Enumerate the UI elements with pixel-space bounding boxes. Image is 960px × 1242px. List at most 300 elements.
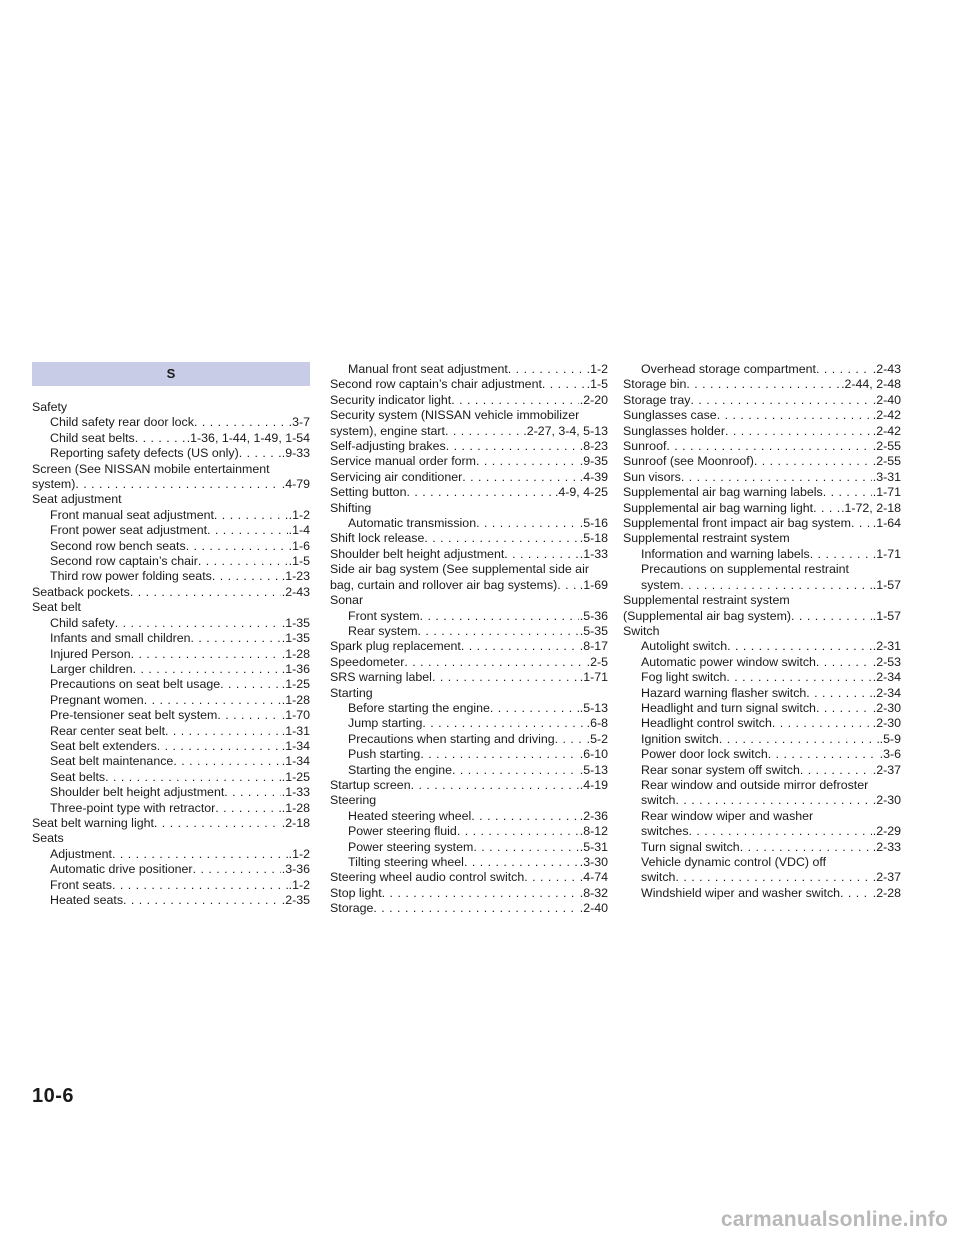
dot-leader (689, 824, 872, 839)
index-entry (330, 747, 608, 762)
entry-page-ref: .2-37 (872, 762, 901, 777)
index-entry (623, 470, 901, 485)
dot-leader (557, 578, 578, 593)
entry-page-ref: .2-5 (586, 654, 608, 669)
entry-term: Sunglasses case (623, 408, 717, 423)
entry-term: Security indicator light (330, 392, 452, 407)
dot-leader (524, 870, 579, 885)
index-entry (32, 816, 310, 831)
index-entry (623, 655, 901, 670)
dot-leader (555, 732, 586, 747)
index-entry (623, 485, 901, 500)
dot-leader (214, 508, 288, 523)
entry-term: Seat belt warning light (32, 815, 154, 830)
index-entry (330, 531, 608, 546)
dot-leader (840, 886, 872, 901)
entry-page-ref: .2-34 (872, 685, 901, 700)
entry-term: Steering wheel audio control switch (330, 870, 525, 885)
dot-leader (446, 439, 579, 454)
dot-leader (420, 609, 579, 624)
entry-term: Power steering fluid (348, 824, 457, 839)
watermark: carmanualsonline.info (720, 1208, 948, 1231)
entry-term: Rear system (348, 623, 418, 638)
dot-leader (464, 855, 579, 870)
entry-page-ref: .2-30 (872, 700, 901, 715)
entry-page-ref: .1-36, 1-44, 1-49, 1-54 (186, 430, 310, 445)
dot-leader (473, 840, 578, 855)
index-entry (330, 716, 608, 731)
entry-page-ref: .1-33 (281, 785, 310, 800)
dot-leader (490, 701, 579, 716)
dot-leader (476, 454, 579, 469)
dot-leader (462, 470, 579, 485)
entry-term: Three-point type with retractor (50, 800, 216, 815)
index-entry (330, 732, 608, 747)
entry-page-ref: .2-30 (872, 716, 901, 731)
index-entry (623, 547, 901, 562)
entry-term: Heated steering wheel (348, 808, 472, 823)
entry-page-ref: .1-71 (579, 670, 608, 685)
dot-leader (217, 708, 280, 723)
index-entry (623, 516, 901, 531)
dot-leader (445, 424, 522, 439)
index-entry (330, 809, 608, 824)
index-entry (623, 824, 901, 839)
entry-page-ref: .3-36 (281, 862, 310, 877)
dot-leader (816, 655, 872, 670)
index-entry (623, 362, 901, 377)
entry-term: Ignition switch (641, 731, 719, 746)
entry-page-ref: .1-71 (872, 485, 901, 500)
entry-page-ref: .2-55 (872, 454, 901, 469)
entry-page-ref: .1-23 (281, 569, 310, 584)
entry-page-ref: .1-28 (281, 692, 310, 707)
index-entry (32, 770, 310, 785)
index-entry (330, 578, 608, 593)
entry-page-ref: .9-33 (281, 446, 310, 461)
entry-page-ref: .2-40 (872, 392, 901, 407)
entry-term: Second row captain’s chair (50, 554, 198, 569)
dot-leader (727, 639, 872, 654)
entry-term: Shift lock release (330, 531, 425, 546)
dot-leader (675, 793, 871, 808)
entry-term: Tilting steering wheel (348, 855, 464, 869)
entry-term: Shoulder belt height adjustment (50, 785, 225, 800)
entry-page-ref: .1-72, 2-18 (841, 500, 901, 515)
index-entry (32, 801, 310, 816)
column-entries (32, 400, 310, 908)
index-entry (32, 893, 310, 908)
entry-page-ref: .2-29 (872, 824, 901, 839)
entry-page-ref: .1-69 (579, 577, 608, 592)
index-entry (330, 655, 608, 670)
dot-leader (123, 893, 281, 908)
entry-term: Precautions when starting and driving (348, 731, 555, 746)
dot-leader (220, 677, 281, 692)
index-entry (330, 670, 608, 685)
index-entry (32, 739, 310, 754)
entry-page-ref: .2-34 (872, 670, 901, 685)
entry-term: Automatic transmission (348, 516, 477, 531)
dot-leader (675, 870, 871, 885)
entry-page-ref: .1-57 (872, 577, 901, 592)
entry-page-ref: .6-8 (586, 716, 608, 731)
entry-page-ref: .9-35 (579, 454, 608, 469)
dot-leader (112, 847, 288, 862)
entry-term: (Supplemental air bag system) (623, 608, 792, 623)
dot-leader (772, 716, 872, 731)
index-entry (623, 578, 901, 593)
entry-term: Child safety rear door lock (50, 415, 194, 430)
index-heading: Security system (NISSAN vehicle immobilizer (330, 408, 580, 423)
index-entry (32, 677, 310, 692)
entry-term: Seat belt maintenance (50, 754, 174, 769)
entry-page-ref: .5-36 (579, 608, 608, 623)
index-entry (623, 686, 901, 701)
entry-term: Reporting safety defects (US only) (50, 446, 239, 461)
dot-leader (476, 516, 579, 531)
dot-leader (404, 655, 585, 670)
dot-leader (193, 862, 281, 877)
dot-leader (411, 778, 579, 793)
dot-leader (691, 393, 872, 408)
dot-leader (719, 732, 879, 747)
dot-leader (373, 901, 578, 916)
dot-leader (504, 547, 578, 562)
index-heading: Seats (32, 831, 64, 846)
dot-leader (422, 716, 585, 731)
entry-page-ref: .2-20 (579, 392, 608, 407)
entry-term: Front seats (50, 877, 112, 892)
dot-leader (740, 840, 872, 855)
entry-term: Rear sonar system off switch (641, 762, 800, 777)
entry-term: Turn signal switch (641, 839, 740, 854)
index-entry (330, 516, 608, 531)
entry-page-ref: .2-31 (872, 639, 901, 654)
entry-term: Child seat belts (50, 430, 135, 445)
index-entry (330, 639, 608, 654)
entry-term: Servicing air conditioner (330, 469, 463, 484)
dot-leader (452, 763, 579, 778)
entry-term: Seatback pockets (32, 584, 130, 599)
entry-term: Starting the engine (348, 762, 453, 777)
dot-leader (135, 431, 186, 446)
index-entry (623, 886, 901, 901)
dot-leader (800, 763, 872, 778)
entry-page-ref: .2-28 (872, 885, 901, 900)
dot-leader (686, 377, 840, 392)
entry-term: Storage tray (623, 392, 691, 407)
dot-leader (508, 362, 586, 377)
entry-page-ref: .8-23 (579, 439, 608, 454)
index-entry (623, 393, 901, 408)
index-entry (330, 840, 608, 855)
index-heading: Rear window wiper and washer (641, 808, 814, 823)
entry-term: Service manual order form (330, 454, 476, 469)
entry-term: Second row captain’s chair adjustment (330, 377, 542, 392)
index-entry (32, 585, 310, 600)
dot-leader (461, 639, 579, 654)
dot-leader (681, 470, 872, 485)
index-entry (623, 639, 901, 654)
dot-leader (768, 747, 879, 762)
entry-page-ref: .2-55 (872, 439, 901, 454)
section-letter: S (166, 366, 176, 381)
entry-term: Child safety (50, 615, 115, 630)
index-entry (330, 824, 608, 839)
entry-term: Sunglasses holder (623, 423, 725, 438)
index-entry (330, 763, 608, 778)
index-entry (32, 415, 310, 430)
index-entry (330, 454, 608, 469)
entry-term: Sun visors (623, 469, 681, 484)
index-entry (623, 701, 901, 716)
entry-page-ref: .5-16 (579, 516, 608, 531)
entry-page-ref: .4-9, 4-25 (554, 485, 608, 500)
entry-term: Front manual seat adjustment (50, 507, 214, 522)
entry-page-ref: .5-13 (579, 762, 608, 777)
entry-page-ref: .1-25 (281, 677, 310, 692)
dot-leader (725, 424, 872, 439)
dot-leader (157, 739, 281, 754)
entry-term: Sunroof (623, 439, 667, 454)
index-heading: Switch (623, 623, 660, 638)
dot-leader (717, 408, 872, 423)
index-entry (32, 878, 310, 893)
entry-term: Adjustment (50, 846, 112, 861)
dot-leader (806, 686, 871, 701)
index-entry (623, 763, 901, 778)
entry-term: Supplemental front impact air bag system (623, 516, 851, 531)
entry-term: Front system (348, 608, 420, 623)
index-entry (623, 870, 901, 885)
entry-page-ref: .1-5 (288, 554, 310, 569)
entry-term: Injured Person (50, 646, 131, 661)
index-entry (32, 631, 310, 646)
dot-leader (471, 809, 578, 824)
entry-page-ref: .5-13 (579, 700, 608, 715)
index-heading: Shifting (330, 500, 372, 515)
section-header (32, 362, 310, 386)
index-heading: Supplemental restraint system (623, 531, 790, 546)
dot-leader (666, 439, 871, 454)
entry-page-ref: .1-35 (281, 631, 310, 646)
entry-page-ref: .1-5 (586, 377, 608, 392)
entry-term: bag, curtain and rollover air bag systems) (330, 577, 558, 592)
dot-leader (382, 886, 579, 901)
entry-page-ref: .2-44, 2-48 (841, 377, 901, 392)
dot-leader (212, 569, 281, 584)
entry-term: Heated seats (50, 893, 124, 907)
index-entry (330, 624, 608, 639)
dot-leader (207, 523, 288, 538)
index-entry (330, 424, 608, 439)
index-entry (330, 609, 608, 624)
entry-page-ref: .2-40 (579, 901, 608, 916)
entry-term: Stop light (330, 885, 382, 900)
index-column-2 (330, 362, 608, 917)
dot-leader (144, 693, 281, 708)
index-entry (623, 377, 901, 392)
entry-page-ref: .3-7 (288, 415, 310, 430)
index-entry (32, 754, 310, 769)
entry-term: Headlight control switch (641, 716, 772, 731)
entry-page-ref: .1-71 (872, 546, 901, 561)
dot-leader (215, 801, 280, 816)
entry-page-ref: .4-79 (281, 477, 310, 492)
entry-page-ref: .2-18 (281, 815, 310, 830)
entry-term: Rear center seat belt (50, 723, 166, 738)
index-entry (32, 662, 310, 677)
entry-page-ref: .5-2 (586, 731, 608, 746)
entry-term: Precautions on seat belt usage (50, 677, 221, 692)
dot-leader (754, 454, 872, 469)
index-entry (623, 424, 901, 439)
index-heading: Vehicle dynamic control (VDC) off (641, 855, 827, 869)
dot-leader (813, 501, 840, 516)
entry-term: Storage (330, 901, 374, 916)
index-heading: Side air bag system (See supplemental side air (330, 562, 589, 577)
index-entry (32, 724, 310, 739)
entry-page-ref: .2-43 (872, 362, 901, 376)
index-entry (32, 539, 310, 554)
entry-term: Supplemental air bag warning labels (623, 485, 823, 500)
entry-term: Setting button (330, 485, 407, 500)
index-entry (330, 439, 608, 454)
index-entry (330, 377, 608, 392)
index-entry (330, 362, 608, 377)
index-entry (32, 862, 310, 877)
entry-term: Windshield wiper and washer switch (641, 885, 841, 900)
entry-term: switch (641, 793, 676, 808)
entry-page-ref: .1-34 (281, 754, 310, 769)
entry-term: Front power seat adjustment (50, 523, 208, 538)
dot-leader (816, 362, 872, 377)
entry-page-ref: .4-74 (579, 870, 608, 885)
entry-term: Headlight and turn signal switch (641, 700, 816, 715)
index-column-3 (623, 362, 901, 901)
entry-term: Sunroof (see Moonroof) (623, 454, 754, 469)
dot-leader (131, 647, 281, 662)
index-entry (32, 693, 310, 708)
dot-leader (75, 477, 280, 492)
entry-page-ref: .3-30 (579, 855, 608, 869)
entry-page-ref: .1-2 (288, 846, 310, 861)
index-entry (330, 470, 608, 485)
dot-leader (432, 670, 579, 685)
index-entry (330, 547, 608, 562)
dot-leader (239, 446, 281, 461)
index-heading: Sonar (330, 593, 364, 608)
entry-page-ref: .2-35 (281, 893, 310, 907)
dot-leader (224, 785, 280, 800)
dot-leader (133, 662, 281, 677)
entry-term: Self-adjusting brakes (330, 439, 446, 454)
entry-term: Infants and small children (50, 631, 191, 646)
entry-page-ref: .8-12 (579, 824, 608, 839)
dot-leader (424, 531, 578, 546)
entry-page-ref: .1-70 (281, 708, 310, 723)
index-entry (330, 870, 608, 885)
index-entry (32, 523, 310, 538)
entry-page-ref: .1-31 (281, 723, 310, 738)
entry-term: Speedometer (330, 654, 405, 669)
entry-term: Jump starting (348, 716, 423, 731)
entry-term: Shoulder belt height adjustment (330, 546, 505, 561)
entry-term: Startup screen (330, 777, 411, 792)
index-entry (623, 732, 901, 747)
entry-term: Automatic power window switch (641, 654, 816, 669)
entry-term: Before starting the engine (348, 700, 490, 715)
index-entry (623, 501, 901, 516)
index-entry (623, 840, 901, 855)
entry-term: Automatic drive positioner (50, 862, 193, 877)
entry-term: Hazard warning flasher switch (641, 685, 807, 700)
column-entries (330, 362, 608, 917)
entry-page-ref: .2-53 (872, 654, 901, 669)
dot-leader (130, 585, 281, 600)
entry-page-ref: .8-17 (579, 639, 608, 654)
dot-leader (165, 724, 281, 739)
entry-term: Power steering system (348, 839, 474, 854)
entry-page-ref: .1-6 (288, 538, 310, 553)
index-heading: Safety (32, 400, 68, 414)
index-entry (623, 716, 901, 731)
index-entry (32, 431, 310, 446)
page-number: 10-6 (32, 1085, 75, 1107)
entry-page-ref: .2-42 (872, 423, 901, 438)
dot-leader (810, 547, 872, 562)
index-entry (623, 609, 901, 624)
index-entry (623, 439, 901, 454)
entry-page-ref: .2-30 (872, 793, 901, 808)
entry-page-ref: .6-10 (579, 747, 608, 762)
entry-term: Third row power folding seats (50, 569, 212, 584)
index-entry (330, 485, 608, 500)
index-entry (32, 554, 310, 569)
index-entry (32, 708, 310, 723)
entry-term: Pre-tensioner seat belt system (50, 708, 218, 723)
index-entry (32, 785, 310, 800)
entry-page-ref: .2-33 (872, 839, 901, 854)
entry-term: Larger children (50, 661, 133, 676)
entry-page-ref: .4-19 (579, 777, 608, 792)
index-column-1 (32, 362, 310, 908)
entry-term: Overhead storage compartment (641, 362, 816, 376)
entry-page-ref: .2-42 (872, 408, 901, 423)
entry-page-ref: .1-28 (281, 646, 310, 661)
index-entry (330, 701, 608, 716)
dot-leader (154, 816, 281, 831)
entry-term: Seat belts (50, 769, 106, 784)
index-entry (32, 446, 310, 461)
entry-page-ref: .1-2 (288, 507, 310, 522)
entry-page-ref: .1-4 (288, 523, 310, 538)
index-heading: Precautions on supplemental restraint (641, 562, 850, 577)
entry-term: Pregnant women (50, 692, 144, 707)
dot-leader (823, 485, 872, 500)
dot-leader (791, 609, 872, 624)
entry-page-ref: .2-27, 3-4, 5-13 (523, 423, 608, 438)
dot-leader (542, 377, 586, 392)
index-entry (623, 793, 901, 808)
entry-term: Supplemental air bag warning light (623, 500, 814, 515)
entry-page-ref: .1-64 (872, 516, 901, 531)
entry-page-ref: .1-36 (281, 661, 310, 676)
entry-term: Information and warning labels (641, 546, 810, 561)
dot-leader (173, 754, 280, 769)
entry-page-ref: .1-57 (872, 608, 901, 623)
